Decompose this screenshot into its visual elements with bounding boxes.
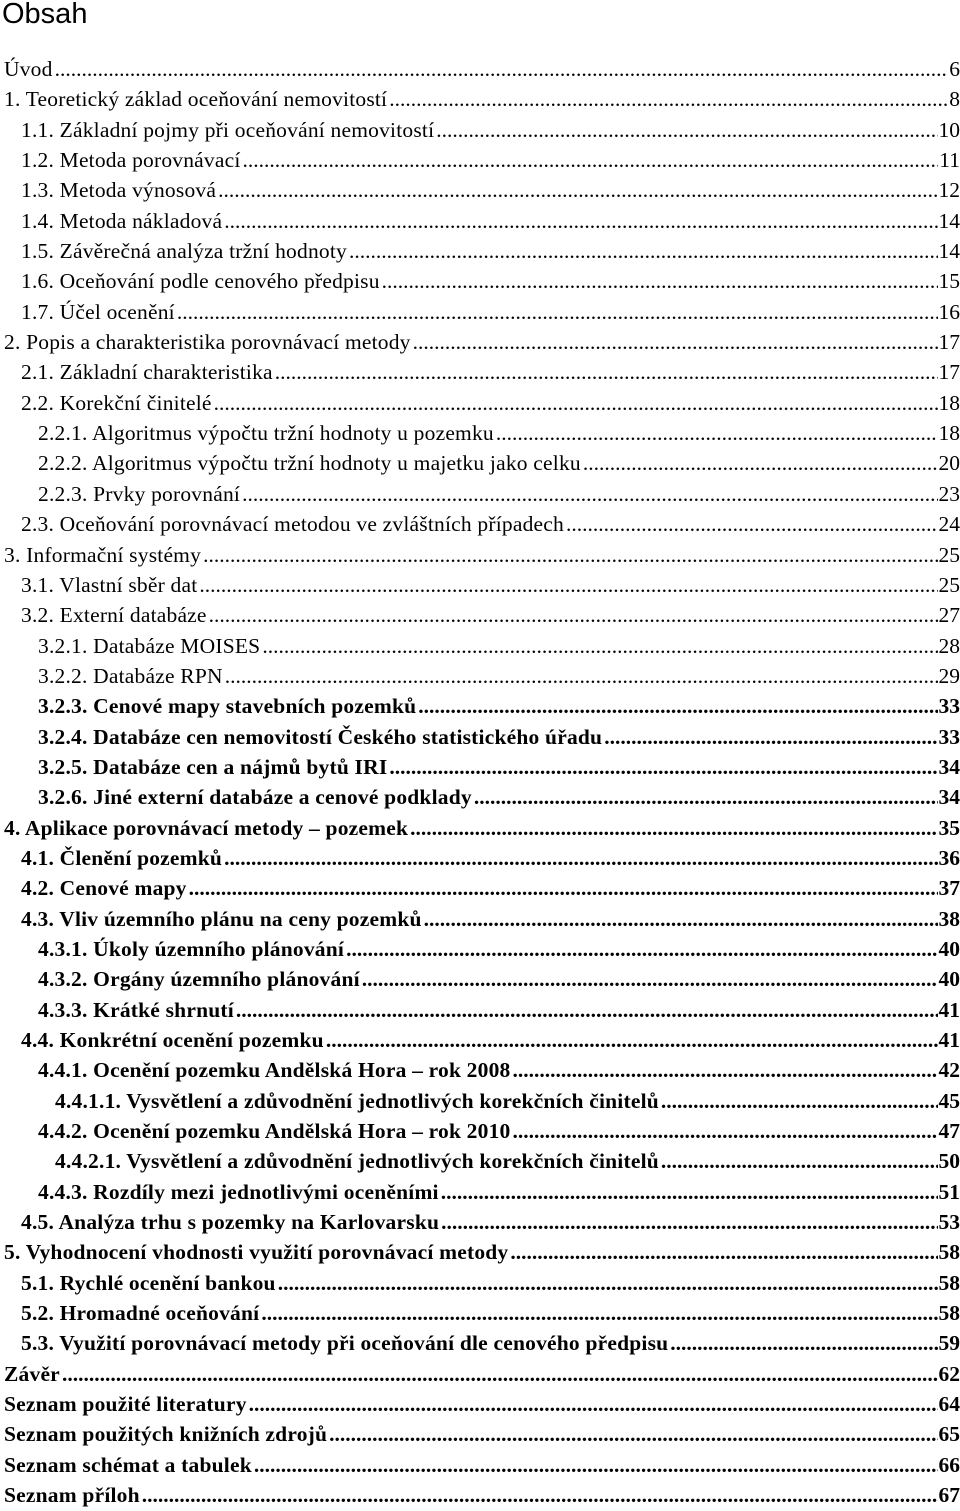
dot-leader (254, 1450, 938, 1480)
toc-entry-title: 1.3. Metoda výnosová (21, 175, 216, 205)
dot-leader (474, 782, 938, 812)
toc-entry-title: 1.5. Závěrečná analýza tržní hodnoty (21, 236, 347, 266)
toc-entry-title: 1.4. Metoda nákladová (21, 206, 222, 236)
toc-entry-title: 2.2.3. Prvky porovnání (38, 479, 240, 509)
dot-leader (203, 540, 937, 570)
toc-entry-page-number: 34 (939, 752, 960, 782)
toc-entry[interactable] (0, 661, 960, 691)
toc-entry-title: 5.2. Hromadné oceňování (21, 1298, 259, 1328)
toc-entry-page-number: 16 (939, 297, 960, 327)
toc-entry-title: 3.2.5. Databáze cen a nájmů bytů IRI (38, 752, 387, 782)
dot-leader (142, 1480, 938, 1510)
toc-entry-page-number: 53 (939, 1207, 960, 1237)
toc-entry-page-number: 38 (939, 904, 960, 934)
dot-leader (424, 904, 938, 934)
toc-entry-title: 3.2. Externí databáze (21, 600, 207, 630)
toc-entry-page-number: 27 (939, 600, 960, 630)
toc-entry[interactable] (0, 509, 960, 539)
toc-entry-page-number: 15 (939, 266, 960, 296)
toc-entry-title: Úvod (4, 54, 53, 84)
toc-entry-page-number: 65 (939, 1419, 960, 1449)
toc-entry-title: 4.4.3. Rozdíly mezi jednotlivými oceněními (38, 1177, 439, 1207)
dot-leader (661, 1086, 938, 1116)
toc-entry-page-number: 51 (939, 1177, 960, 1207)
toc-entry-page-number: 8 (949, 84, 960, 114)
toc-entry[interactable] (0, 448, 960, 478)
dot-leader (410, 813, 937, 843)
toc-entry-page-number: 14 (939, 236, 960, 266)
toc-entry[interactable] (0, 1055, 960, 1085)
toc-entry[interactable] (0, 1480, 960, 1510)
dot-leader (496, 418, 938, 448)
toc-entry[interactable] (0, 600, 960, 630)
toc-entry[interactable] (0, 388, 960, 418)
dot-leader (441, 1207, 937, 1237)
toc-entry-title: 1.7. Účel ocenění (21, 297, 175, 327)
toc-entry-title: 2.3. Oceňování porovnávací metodou ve zvláštních případech (21, 509, 564, 539)
toc-entry[interactable] (0, 1025, 960, 1055)
toc-entry[interactable] (0, 1298, 960, 1328)
toc-entry-title: 4.4.1.1. Vysvětlení a zdůvodnění jednotlivých korekčních činitelů (55, 1086, 659, 1116)
toc-entry[interactable] (0, 1268, 960, 1298)
toc-entry-page-number: 35 (939, 813, 960, 843)
toc-entry-page-number: 34 (939, 782, 960, 812)
toc-entry-title: 3.2.3. Cenové mapy stavebních pozemků (38, 691, 416, 721)
toc-entry-title: 3.1. Vlastní sběr dat (21, 570, 197, 600)
toc-entry[interactable] (0, 631, 960, 661)
dot-leader (583, 448, 938, 478)
toc-entry-page-number: 14 (939, 206, 960, 236)
toc-entry-page-number: 11 (939, 145, 960, 175)
dot-leader (224, 843, 937, 873)
toc-entry[interactable] (0, 1207, 960, 1237)
toc-entry-page-number: 29 (939, 661, 960, 691)
dot-leader (218, 175, 937, 205)
toc-entry[interactable] (0, 1419, 960, 1449)
toc-entry[interactable] (0, 782, 960, 812)
toc-entry-page-number: 64 (939, 1389, 960, 1419)
toc-entry-page-number: 47 (939, 1116, 960, 1146)
toc-entry[interactable] (0, 1389, 960, 1419)
toc-entry[interactable] (0, 1359, 960, 1389)
toc-entry-title: 3.2.4. Databáze cen nemovitostí Českého statistického úřadu (38, 722, 602, 752)
toc-entry-title: 5.3. Využití porovnávací metody při oceňování dle cenového předpisu (21, 1328, 668, 1358)
toc-entry[interactable] (0, 84, 960, 114)
toc-entry-page-number: 45 (939, 1086, 960, 1116)
dot-leader (249, 1389, 938, 1419)
toc-entry-title: 1.2. Metoda porovnávací (21, 145, 241, 175)
toc-entry[interactable] (0, 1328, 960, 1358)
toc-entry[interactable] (0, 479, 960, 509)
toc-entry[interactable] (0, 691, 960, 721)
toc-entry-page-number: 66 (939, 1450, 960, 1480)
dot-leader (189, 873, 938, 903)
toc-entry[interactable] (0, 297, 960, 327)
toc-entry[interactable] (0, 904, 960, 934)
toc-entry-page-number: 41 (939, 995, 960, 1025)
dot-leader (661, 1146, 938, 1176)
dot-leader (262, 631, 937, 661)
toc-entry-page-number: 67 (939, 1480, 960, 1510)
dot-leader (512, 1116, 937, 1146)
toc-entry-title: 4.4.1. Ocenění pozemku Andělská Hora – rok 2008 (38, 1055, 510, 1085)
dot-leader (329, 1419, 937, 1449)
dot-leader (278, 1268, 938, 1298)
dot-leader (261, 1298, 937, 1328)
toc-entry[interactable] (0, 54, 960, 84)
toc-entry[interactable] (0, 1450, 960, 1480)
toc-entry-page-number: 42 (939, 1055, 960, 1085)
toc-entry-page-number: 17 (939, 327, 960, 357)
toc-entry[interactable] (0, 236, 960, 266)
toc-entry-title: 2.2. Korekční činitelé (21, 388, 212, 418)
toc-entry-page-number: 40 (939, 934, 960, 964)
dot-leader (224, 206, 937, 236)
toc-entry-title: 2.2.2. Algoritmus výpočtu tržní hodnoty u majetku jako celku (38, 448, 581, 478)
toc-entry[interactable] (0, 266, 960, 296)
toc-entry[interactable] (0, 418, 960, 448)
toc-entry-page-number: 17 (939, 357, 960, 387)
toc-entry[interactable] (0, 570, 960, 600)
dot-leader (199, 570, 937, 600)
dot-leader (326, 1025, 938, 1055)
dot-leader (62, 1359, 938, 1389)
toc-entry-title: 4.2. Cenové mapy (21, 873, 187, 903)
toc-entry[interactable] (0, 813, 960, 843)
dot-leader (389, 752, 937, 782)
page-title: Obsah (2, 0, 87, 34)
dot-leader (177, 297, 938, 327)
toc-entry[interactable] (0, 1146, 960, 1176)
dot-leader (55, 54, 949, 84)
toc-entry-page-number: 62 (939, 1359, 960, 1389)
toc-entry-title: 3.2.1. Databáze MOISES (38, 631, 260, 661)
toc-entry[interactable] (0, 145, 960, 175)
toc-entry-page-number: 33 (939, 722, 960, 752)
toc-entry-page-number: 12 (939, 175, 960, 205)
toc-entry-page-number: 50 (939, 1146, 960, 1176)
toc-entry[interactable] (0, 964, 960, 994)
dot-leader (510, 1237, 937, 1267)
dot-leader (670, 1328, 937, 1358)
toc-entry[interactable] (0, 1237, 960, 1267)
toc-entry[interactable] (0, 327, 960, 357)
dot-leader (275, 357, 938, 387)
toc-entry-page-number: 25 (939, 540, 960, 570)
toc-entry[interactable] (0, 1116, 960, 1146)
toc-entry-page-number: 41 (939, 1025, 960, 1055)
toc-entry-title: 4.1. Členění pozemků (21, 843, 222, 873)
toc-entry-title: 3.2.2. Databáze RPN (38, 661, 223, 691)
dot-leader (604, 722, 937, 752)
dot-leader (418, 691, 937, 721)
toc-entry-page-number: 18 (939, 388, 960, 418)
toc-entry-title: 1. Teoretický základ oceňování nemovitostí (4, 84, 387, 114)
toc-entry-title: 2.2.1. Algoritmus výpočtu tržní hodnoty u pozemku (38, 418, 494, 448)
toc-entry-page-number: 18 (939, 418, 960, 448)
dot-leader (362, 964, 938, 994)
toc-entry-page-number: 10 (939, 115, 960, 145)
toc-list (0, 54, 960, 1511)
dot-leader (566, 509, 938, 539)
toc-entry[interactable] (0, 995, 960, 1025)
dot-leader (441, 1177, 938, 1207)
dot-leader (236, 995, 938, 1025)
toc-entry-title: 4.4.2.1. Vysvětlení a zdůvodnění jednotlivých korekčních činitelů (55, 1146, 659, 1176)
toc-entry-page-number: 28 (939, 631, 960, 661)
dot-leader (436, 115, 937, 145)
toc-entry-page-number: 25 (939, 570, 960, 600)
dot-leader (242, 479, 937, 509)
dot-leader (346, 934, 937, 964)
toc-entry-title: 5. Vyhodnocení vhodnosti využití porovnávací metody (4, 1237, 508, 1267)
toc-entry-title: 4.3.2. Orgány územního plánování (38, 964, 360, 994)
dot-leader (512, 1055, 937, 1085)
toc-entry-title: Seznam příloh (4, 1480, 140, 1510)
toc-entry-title: 2.1. Základní charakteristika (21, 357, 273, 387)
dot-leader (225, 661, 938, 691)
toc-entry-page-number: 58 (939, 1268, 960, 1298)
dot-leader (209, 600, 938, 630)
toc-entry-page-number: 58 (939, 1237, 960, 1267)
toc-entry[interactable] (0, 357, 960, 387)
dot-leader (243, 145, 939, 175)
toc-entry[interactable] (0, 540, 960, 570)
toc-entry[interactable] (0, 752, 960, 782)
toc-entry[interactable] (0, 843, 960, 873)
toc-entry[interactable] (0, 115, 960, 145)
toc-entry-page-number: 40 (939, 964, 960, 994)
dot-leader (214, 388, 938, 418)
toc-entry-title: Závěr (4, 1359, 60, 1389)
toc-entry-page-number: 23 (939, 479, 960, 509)
toc-entry-page-number: 6 (949, 54, 960, 84)
toc-entry[interactable] (0, 175, 960, 205)
toc-entry-title: 4. Aplikace porovnávací metody – pozemek (4, 813, 408, 843)
toc-entry-title: 4.3. Vliv územního plánu na ceny pozemků (21, 904, 422, 934)
toc-entry-page-number: 58 (939, 1298, 960, 1328)
toc-entry-title: 2. Popis a charakteristika porovnávací metody (4, 327, 411, 357)
toc-entry-page-number: 33 (939, 691, 960, 721)
toc-entry-title: 4.5. Analýza trhu s pozemky na Karlovarsku (21, 1207, 439, 1237)
toc-entry[interactable] (0, 934, 960, 964)
toc-entry[interactable] (0, 1086, 960, 1116)
toc-entry-title: 1.1. Základní pojmy při oceňování nemovitostí (21, 115, 434, 145)
toc-entry[interactable] (0, 1177, 960, 1207)
toc-entry-title: 4.4. Konkrétní ocenění pozemku (21, 1025, 324, 1055)
toc-entry-page-number: 37 (939, 873, 960, 903)
toc-entry[interactable] (0, 206, 960, 236)
toc-entry-page-number: 59 (939, 1328, 960, 1358)
toc-entry-page-number: 36 (939, 843, 960, 873)
toc-entry-title: Seznam schémat a tabulek (4, 1450, 252, 1480)
toc-entry-title: 4.4.2. Ocenění pozemku Andělská Hora – rok 2010 (38, 1116, 510, 1146)
toc-entry-title: 4.3.3. Krátké shrnutí (38, 995, 234, 1025)
toc-entry-title: 1.6. Oceňování podle cenového předpisu (21, 266, 380, 296)
toc-entry-title: 3. Informační systémy (4, 540, 201, 570)
toc-entry[interactable] (0, 722, 960, 752)
toc-entry-title: 3.2.6. Jiné externí databáze a cenové podklady (38, 782, 472, 812)
dot-leader (413, 327, 938, 357)
dot-leader (382, 266, 938, 296)
dot-leader (349, 236, 938, 266)
toc-entry-page-number: 24 (939, 509, 960, 539)
toc-entry-page-number: 20 (939, 448, 960, 478)
toc-entry-title: Seznam použitých knižních zdrojů (4, 1419, 327, 1449)
toc-entry-title: 4.3.1. Úkoly územního plánování (38, 934, 344, 964)
toc-entry-title: 5.1. Rychlé ocenění bankou (21, 1268, 276, 1298)
toc-entry[interactable] (0, 873, 960, 903)
dot-leader (389, 84, 948, 114)
toc-entry-title: Seznam použité literatury (4, 1389, 247, 1419)
